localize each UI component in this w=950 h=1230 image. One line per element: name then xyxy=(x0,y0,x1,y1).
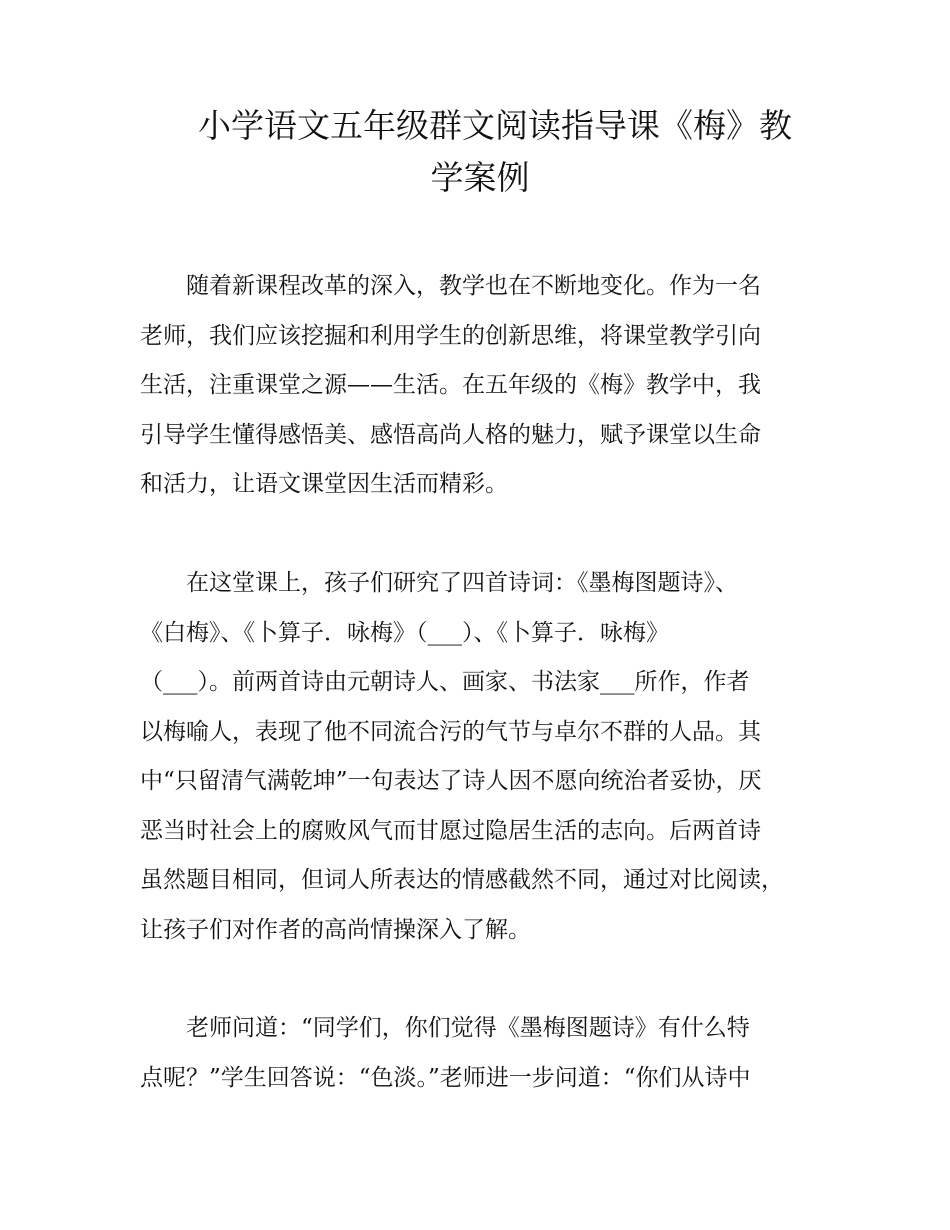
text-line: 和活力，让语文课堂因生活而精彩。 xyxy=(140,471,508,497)
paragraph-intro xyxy=(140,262,820,510)
text-line: 恶当时社会上的腐败风气而甘愿过隐居生活的志向。后两首诗 xyxy=(140,817,761,844)
text-line: 老师，我们应该挖掘和利用学生的创新思维，将课堂教学引向 xyxy=(140,322,761,349)
title-line: 学案例 xyxy=(430,158,530,197)
text-line: 中“只留清气满乾坤”一句表达了诗人因不愿向统治者妥协，厌 xyxy=(140,768,762,794)
text-line: 引导学生懂得感悟美、感悟高尚人格的魅力，赋予课堂以生命 xyxy=(140,421,761,448)
paragraph-poems xyxy=(140,559,820,955)
paragraph-dialogue xyxy=(140,1004,820,1103)
text-line: 让孩子们对作者的高尚情操深入了解。 xyxy=(140,916,531,943)
text-line: 生活，注重课堂之源——生活。在五年级的《梅》教学中，我 xyxy=(140,372,761,398)
title-line: 小学语文五年级群文阅读指导课《梅》教 xyxy=(198,106,792,145)
text-line: 老师问道：“同学们，你们觉得《墨梅图题诗》有什么特 xyxy=(140,1015,750,1041)
text-line: 《白梅》、《卜算子．咏梅》（___）、《卜算子．咏梅》 xyxy=(140,619,669,646)
text-line: 虽然题目相同，但词人所表达的情感截然不同，通过对比阅读， xyxy=(140,867,784,893)
text-line: 以梅喻人，表现了他不同流合污的气节与卓尔不群的人品。其 xyxy=(140,718,761,745)
text-line: 随着新课程改革的深入，教学也在不断地变化。作为一名 xyxy=(140,273,761,299)
text-line: 点呢？”学生回答说：“色淡。”老师进一步问道：“你们从诗中 xyxy=(140,1064,751,1091)
text-line: 在这堂课上，孩子们研究了四首诗词：《墨梅图题诗》、 xyxy=(140,570,738,596)
document-title xyxy=(140,100,820,204)
text-line: （___）。前两首诗由元朝诗人、画家、书法家___所作，作者 xyxy=(140,669,750,695)
